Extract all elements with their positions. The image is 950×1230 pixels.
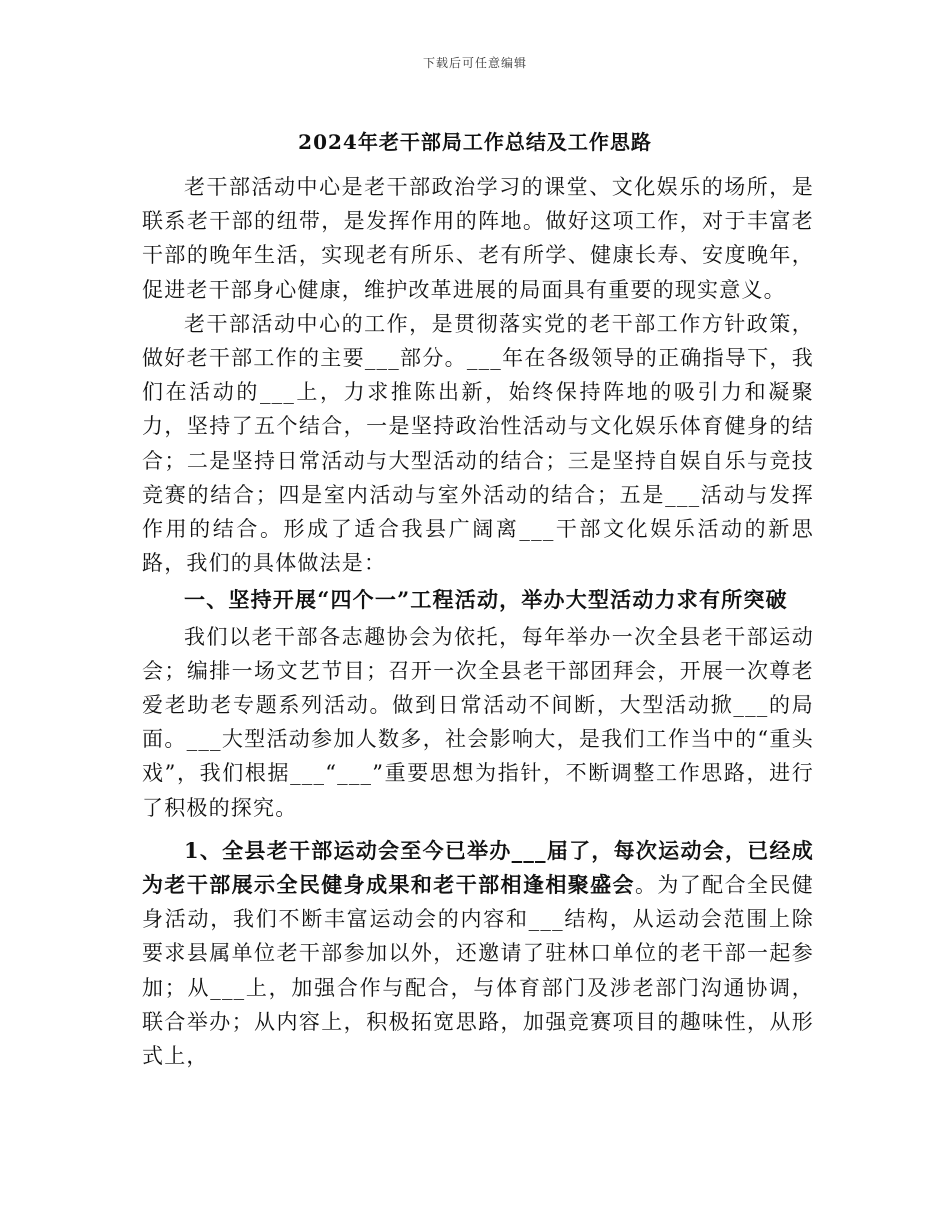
- document-body: [142, 170, 814, 1073]
- paragraph-sports-meeting-lead: 1、全县老干部运动会至今已举办___届了，每次运动会，已经成为老干部展示全民健身成果和老干部相逢相聚盛会: [142, 837, 814, 898]
- section-heading-1: 一、坚持开展“四个一”工程活动，举办大型活动力求有所突破: [184, 587, 788, 613]
- header-note: 下载后可任意编辑: [422, 56, 527, 70]
- paragraph-sports-meeting-text: 。为了配合全民健身活动，我们不断丰富运动会的内容和___结构，从运动会范围上除要求县属单位老干部参加以外，还邀请了驻林口单位的老干部一起参加；从___上，加强合作与配合，与体育部门及涉老部门沟通协调，联合举办；从内容上，积极拓宽思路，加强竞赛项目的趣味性，从形式上，: [142, 873, 814, 1069]
- paragraph-activities: 我们以老干部各志趣协会为依托，每年举办一次全县老干部运动会；编排一场文艺节目；召开一次全县老干部团拜会，开展一次尊老爱老助老专题系列活动。做到日常活动不间断，大型活动掀___的局面。___大型活动参加人数多，社会影响大，是我们工作当中的“重头戏”，我们根据___“___”重要思想为指针，不断调整工作思路，进行了积极的探究。: [142, 624, 814, 820]
- document-title: 2024年老干部局工作总结及工作思路: [298, 130, 652, 154]
- paragraph-work-summary: 老干部活动中心的工作，是贯彻落实党的老干部工作方针政策，做好老干部工作的主要___部分。___年在各级领导的正确指导下，我们在活动的___上，力求推陈出新，始终保持阵地的吸引力和凝聚力，坚持了五个结合，一是坚持政治性活动与文化娱乐体育健身的结合；二是坚持日常活动与大型活动的结合；三是坚持自娱自乐与竞技竞赛的结合；四是室内活动与室外活动的结合；五是___活动与发挥作用的结合。形成了适合我县广阔离___干部文化娱乐活动的新思路，我们的具体做法是：: [142, 311, 814, 576]
- paragraph-intro: 老干部活动中心是老干部政治学习的课堂、文化娱乐的场所，是联系老干部的纽带，是发挥作用的阵地。做好这项工作，对于丰富老干部的晚年生活，实现老有所乐、老有所学、健康长寿、安度晚年，促进老干部身心健康，维护改革进展的局面具有重要的现实意义。: [142, 175, 814, 302]
- paragraph-sports-meeting: [142, 834, 814, 1073]
